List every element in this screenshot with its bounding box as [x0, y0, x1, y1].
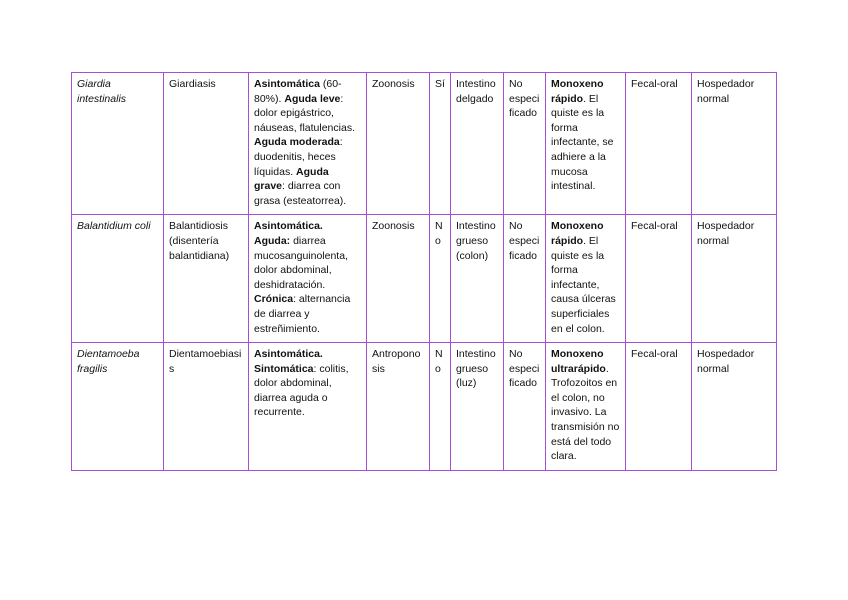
clinical-term: Crónica	[254, 293, 294, 306]
specified-cell	[504, 215, 546, 343]
organism-cell	[72, 73, 164, 215]
host-cell	[692, 73, 777, 215]
table-row	[72, 343, 777, 471]
disease-name: Balantidiosis (disentería balantidiana)	[169, 220, 230, 262]
organism-cell	[72, 343, 164, 471]
disease-name: Giardiasis	[169, 78, 216, 90]
clinical-term: Asintomática.	[254, 348, 323, 361]
clinical-text: : diarrea con grasa (esteatorrea).	[254, 180, 347, 207]
parasite-table	[71, 72, 777, 471]
route-cell	[626, 215, 692, 343]
disease-cell	[164, 215, 249, 343]
specified: No especificado	[509, 78, 540, 120]
clinical-cell	[249, 343, 367, 471]
flag-value: Sí	[435, 78, 445, 90]
clinical-term: Aguda grave	[254, 165, 329, 193]
clinical-term: Aguda moderada	[254, 136, 340, 149]
transmission-type-cell	[367, 343, 430, 471]
flag-cell	[430, 343, 451, 471]
cycle-term: Monoxeno rápido	[551, 220, 604, 247]
clinical-term: Sintomática	[254, 362, 314, 375]
clinical-cell	[249, 73, 367, 215]
transmission-type: Antroponosis	[372, 348, 421, 375]
clinical-text: (60-80%).	[254, 78, 342, 105]
location: Intestino delgado	[456, 78, 496, 105]
specified-cell	[504, 73, 546, 215]
table-row	[72, 73, 777, 215]
clinical-term: Aguda:	[254, 234, 291, 247]
flag-cell	[430, 215, 451, 343]
clinical-text: : colitis, dolor abdominal, diarrea aguda o recurrente.	[254, 362, 349, 419]
clinical-term: Aguda leve	[284, 92, 341, 105]
cycle-cell	[546, 73, 626, 215]
route-cell	[626, 73, 692, 215]
clinical-text: : dolor epigástrico, náuseas, flatulencias.	[254, 92, 355, 134]
disease-name: Dientamoebiasis	[169, 348, 242, 375]
clinical-cell	[249, 215, 367, 343]
route: Fecal-oral	[631, 220, 678, 233]
flag-value: No	[435, 220, 443, 247]
organism-name: Giardia intestinalis	[77, 78, 127, 105]
host-cell	[692, 215, 777, 343]
specified: No especificado	[509, 220, 540, 262]
disease-cell	[164, 73, 249, 215]
route: Fecal-oral	[631, 78, 678, 90]
clinical-text: : duodenitis, heces líquidas.	[254, 136, 343, 178]
specified-cell	[504, 343, 546, 471]
location: Intestino grueso (colon)	[456, 220, 496, 262]
transmission-type: Zoonosis	[372, 220, 415, 233]
specified: No especificado	[509, 348, 540, 390]
cycle-text: . El quiste es la forma infectante, causa úlceras superficiales en el colon.	[551, 234, 616, 335]
transmission-type-cell	[367, 73, 430, 215]
transmission-type: Zoonosis	[372, 78, 415, 90]
location: Intestino grueso (luz)	[456, 348, 496, 390]
host-cell	[692, 343, 777, 471]
route-cell	[626, 343, 692, 471]
location-cell	[451, 343, 504, 471]
cycle-term: Monoxeno rápido	[551, 78, 604, 105]
cycle-cell	[546, 215, 626, 343]
organism-name: Dientamoeba fragilis	[77, 348, 140, 375]
flag-value: No	[435, 348, 443, 375]
host: Hospedador normal	[697, 220, 755, 247]
table-row	[72, 215, 777, 343]
cycle-text: . El quiste es la forma infectante, se adhiere a la mucosa intestinal.	[551, 92, 614, 193]
clinical-text: : alternancia de diarrea y estreñimiento.	[254, 293, 351, 335]
transmission-type-cell	[367, 215, 430, 343]
clinical-term: Asintomática.	[254, 220, 323, 233]
host: Hospedador normal	[697, 78, 755, 105]
route: Fecal-oral	[631, 348, 678, 361]
cycle-cell	[546, 343, 626, 471]
clinical-text: diarrea mucosanguinolenta, dolor abdominal, deshidratación.	[254, 234, 348, 291]
clinical-term: Asintomática	[254, 78, 320, 90]
cycle-term: Monoxeno ultrarápido	[551, 348, 606, 375]
organism-name: Balantidium coli	[77, 220, 151, 233]
host: Hospedador normal	[697, 348, 755, 375]
location-cell	[451, 215, 504, 343]
flag-cell	[430, 73, 451, 215]
location-cell	[451, 73, 504, 215]
cycle-text: . Trofozoitos en el colon, no invasivo. La transmisión no está del todo clara.	[551, 362, 620, 463]
disease-cell	[164, 343, 249, 471]
organism-cell	[72, 215, 164, 343]
